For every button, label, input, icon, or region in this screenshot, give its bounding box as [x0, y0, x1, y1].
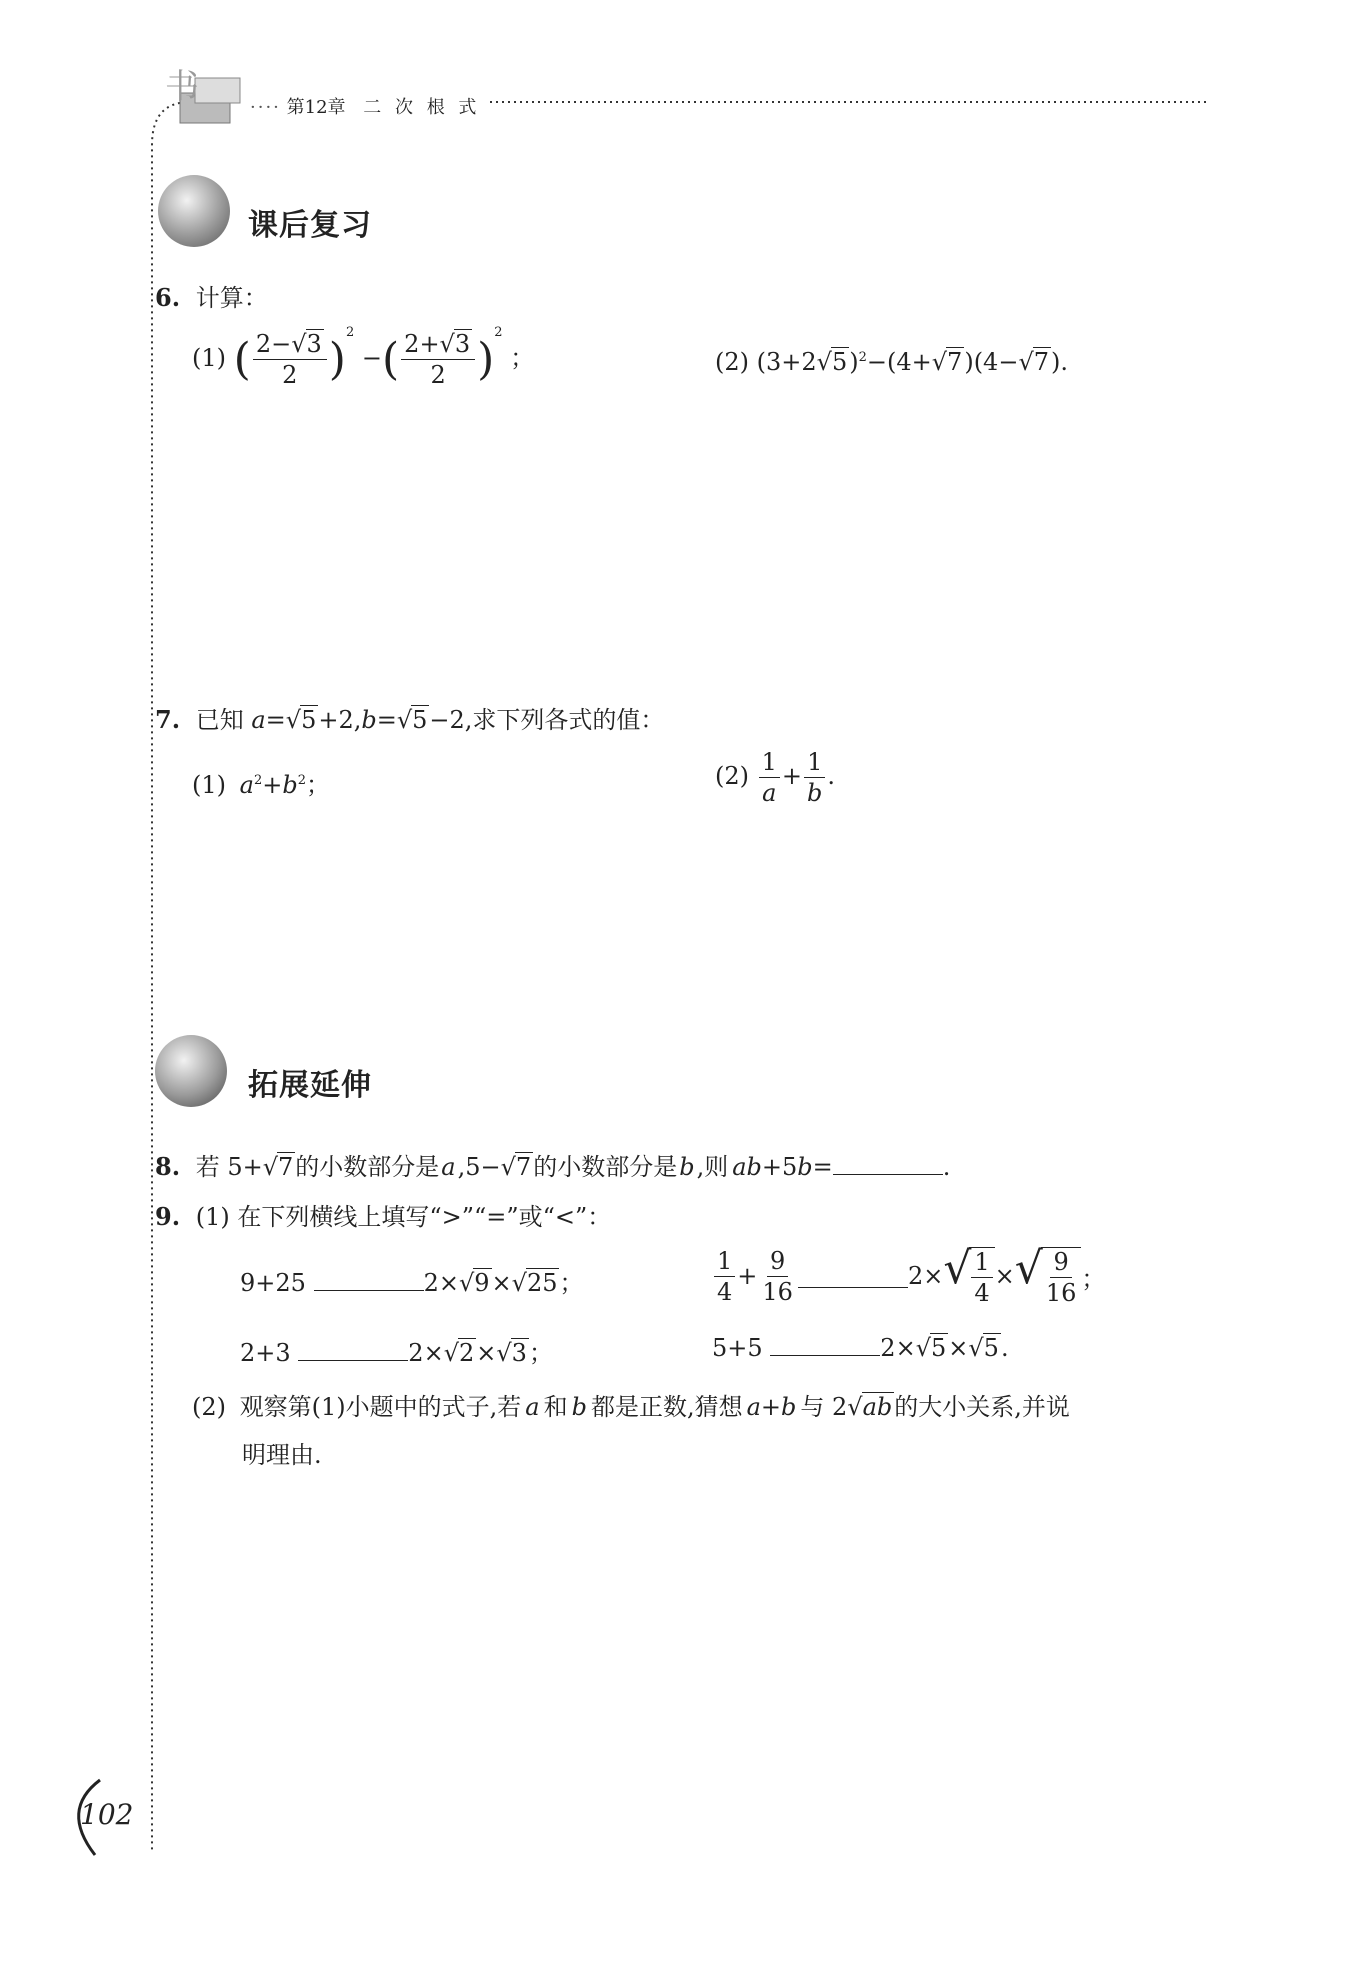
- expr: (3+2: [756, 348, 817, 376]
- answer-blank[interactable]: [314, 1268, 424, 1291]
- section-title-review: 课后复习: [248, 208, 372, 243]
- page-number: 102: [80, 1798, 134, 1831]
- sqrt: √5: [816, 348, 848, 376]
- q9-row2-right: 5+5 2×√5×√5.: [712, 1334, 1009, 1362]
- svg-text:书: 书: [165, 67, 199, 107]
- paren: (: [233, 334, 251, 385]
- question-number: 6.: [155, 283, 181, 312]
- part-label: (2): [715, 348, 749, 376]
- q9-row1-right: $\frac{1}{4}$ + $\frac{9}{16}$ 2× √ $\frac{1}{4}$ × √ $\frac{9}{16}$ ；: [712, 1247, 1105, 1305]
- question-6: [155, 278, 268, 313]
- punct: ；: [510, 344, 535, 372]
- q6-part-2: (2) $(3+2√5)^2-(4+√7)(4-√7)$.: [715, 348, 1069, 376]
- question-number: 8.: [155, 1152, 181, 1181]
- globe-icon: [155, 1035, 227, 1107]
- chapter-number: 第12章: [286, 97, 346, 118]
- q7-part-2: (2) $\frac{1}{a}$ + $\frac{1}{b}$ .: [715, 748, 836, 807]
- q9-row1-left: 9+25 2×√9×√25；: [240, 1269, 584, 1297]
- question-7: 7. 已知 a=√5+2,b=√5−2,求下列各式的值：: [155, 705, 665, 734]
- sqrt: √7: [1018, 348, 1050, 376]
- fraction: $\frac{2-√3}{2}$: [253, 332, 327, 387]
- q9-part-2-cont: 明理由.: [242, 1441, 322, 1469]
- operator: −: [361, 344, 382, 372]
- question-8: 8. 若 5+√7的小数部分是a,5−√7的小数部分是b,则 ab+5b= .: [155, 1152, 951, 1181]
- paren: ): [328, 334, 346, 385]
- paren: ): [477, 334, 495, 385]
- sqrt: √7: [931, 348, 963, 376]
- fraction: $\frac{2+√3}{2}$: [401, 332, 475, 387]
- q9-row2-left: 2+3 2×√2×√3；: [240, 1339, 553, 1367]
- chapter-header: [250, 93, 480, 119]
- part-label: (1): [192, 344, 226, 372]
- globe-icon: [158, 175, 230, 247]
- question-number: 9.: [155, 1202, 181, 1231]
- answer-blank[interactable]: [770, 1333, 880, 1356]
- part-label: (2): [715, 762, 749, 790]
- q7-part-1: (1) $a^2+b^2$；: [192, 771, 330, 799]
- part-label: (1): [192, 771, 226, 799]
- answer-blank[interactable]: [798, 1265, 908, 1288]
- q9-part-2: (2) 观察第(1)小题中的式子,若 a 和 b 都是正数,猜想 a+b 与 2√ab的大小关系,并说: [192, 1393, 1070, 1421]
- question-text: 计算：: [195, 284, 268, 312]
- chapter-logo-icon: [150, 58, 250, 138]
- answer-blank[interactable]: [298, 1338, 408, 1361]
- paren: (: [381, 334, 400, 385]
- answer-blank[interactable]: [833, 1152, 943, 1175]
- question-9: 9. (1) 在下列横线上填写“>”“=”或“<”：: [155, 1202, 612, 1231]
- question-number: 7.: [155, 705, 181, 734]
- header-dots: ····: [250, 97, 281, 118]
- chapter-title: 二 次 根 式: [363, 97, 481, 118]
- section-title-extension: 拓展延伸: [248, 1068, 372, 1103]
- q6-part-1: (1) ( $\frac{2-√3}{2}$ )$^2$ −( $\frac{2+√3}{2}$ )$^2$ ；: [192, 325, 535, 389]
